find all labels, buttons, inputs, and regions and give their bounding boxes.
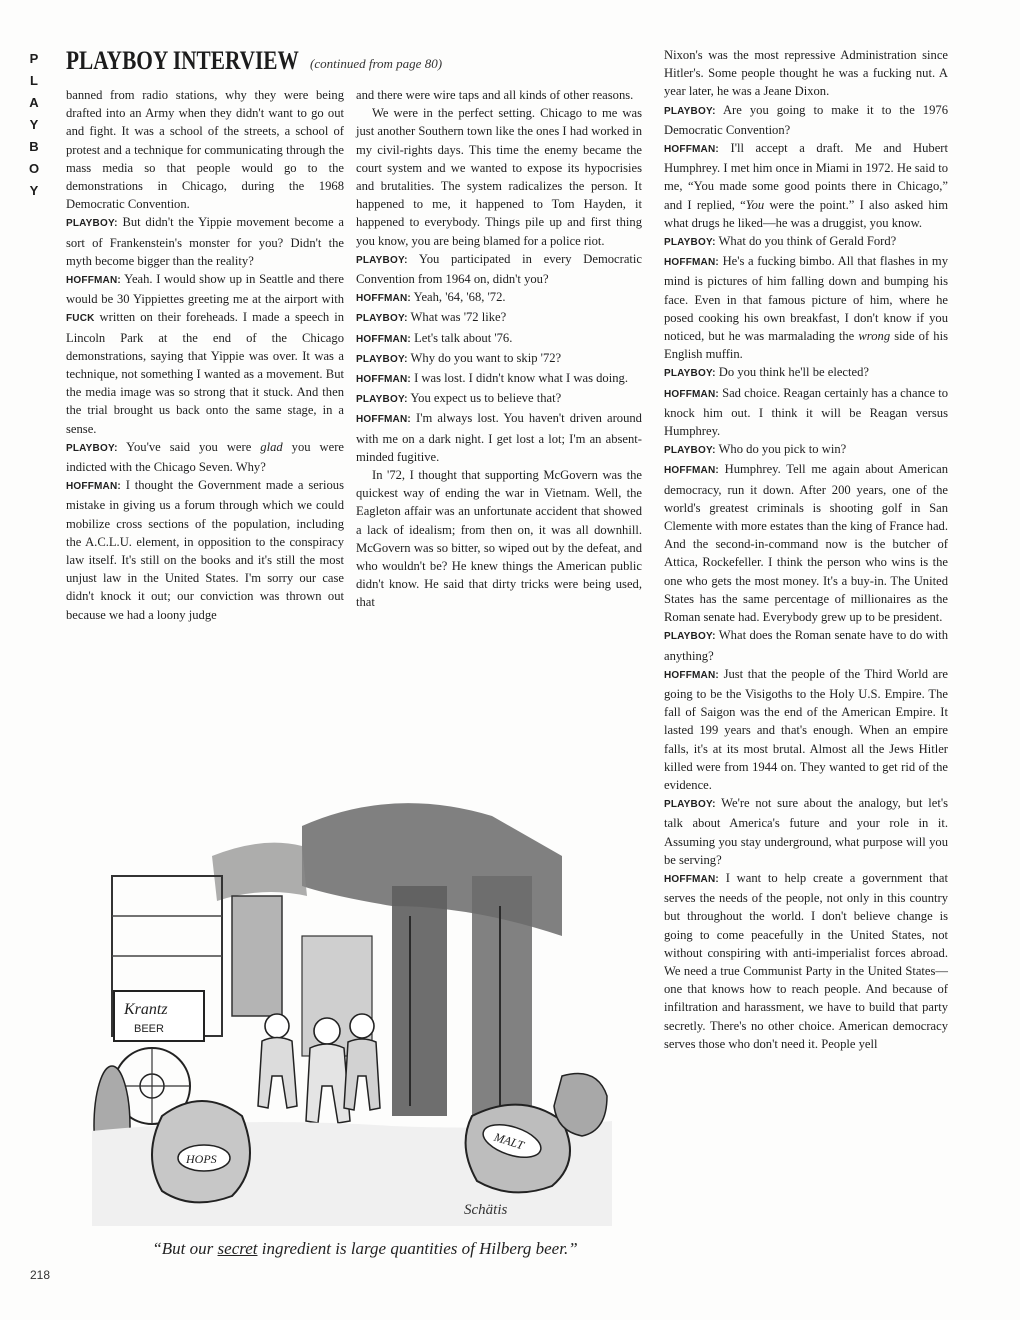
speaker-label: HOFFMAN: <box>664 669 719 681</box>
page-title: PLAYBOY INTERVIEW <box>66 46 299 75</box>
sign-text: Krantz <box>124 1001 168 1018</box>
cartoon-caption: “But our secret ingredient is large quantities of Hilberg beer.” <box>152 1239 578 1258</box>
page-number: 218 <box>30 1268 51 1282</box>
paragraph: PLAYBOY: Who do you pick to win? <box>664 442 847 457</box>
page-header <box>66 46 646 82</box>
speaker-label: PLAYBOY: <box>664 368 716 380</box>
speaker-label: PLAYBOY: <box>664 799 716 811</box>
speaker-label: PLAYBOY: <box>356 353 408 365</box>
paragraph: Nixon's was the most repressive Administration since Hitler's. Some people thought he was a fucking nut. A year later, he was a Jeane Dixon. <box>664 48 948 99</box>
speaker-label: HOFFMAN: <box>664 144 719 156</box>
speaker-label: HOFFMAN: <box>664 257 719 269</box>
paragraph: banned from radio stations, why they were being drafted into an Army when they didn't want to go out and fight. It was a school of the streets, a school of protest and a technique for communicating through the mass media so that people would go to the demonstrations in Chicago, during the 1968 Democratic Convention. <box>66 88 344 212</box>
paragraph: HOFFMAN: Humphrey. Tell me again about American democracy, run it down. After 200 years, one of the world's greatest criminals is shooting golf in San Clemente with more estates than the king of France had. And the second-in-command now is the butcher of Attica, Rockefeller. I think the person who wins is the one who gets the most money. It's a buy-in. The United States has the same percentage of millionaires as the Roman senate had. Everybody grew up to be president. <box>664 462 948 625</box>
speaker-label: HOFFMAN: <box>356 374 411 386</box>
speaker-label: PLAYBOY: <box>664 631 716 643</box>
paragraph: PLAYBOY: You expect us to believe that? <box>356 391 562 406</box>
paragraph: HOFFMAN: Yeah. I would show up in Seattle and there would be 30 Yippiettes greeting me at the airport with FUCK written on their foreheads. I made a speech in Lincoln Park at the end of the Chicago demonstrations, saying that Yippie was over. It was a technique, not something I wanted as a movement. But the media image was so strong that it stuck. And then the trial brought us back onto the same stage, in a sense. <box>66 272 344 436</box>
speaker-label: PLAYBOY: <box>664 105 716 117</box>
speaker-label: HOFFMAN: <box>664 465 719 477</box>
paragraph: PLAYBOY: You've said you were glad you were indicted with the Chicago Seven. Why? <box>66 439 345 475</box>
sign-text: BEER <box>134 1023 164 1035</box>
speaker-label: HOFFMAN: <box>664 388 719 400</box>
speaker-label: PLAYBOY: <box>356 394 408 406</box>
speaker-label: HOFFMAN: <box>66 481 121 493</box>
speaker-label: HOFFMAN: <box>66 275 121 287</box>
paragraph: HOFFMAN: He's a fucking bimbo. All that flashes in my mind is pictures of him falling down and bumping his face. Even in that famous picture of him, where he posed cooking his own breakfast, I don't know if you noticed, but he was marmalading the wrong side of his English muffin. <box>664 254 949 362</box>
paragraph: HOFFMAN: Let's talk about '76. <box>356 330 513 345</box>
speaker-label: PLAYBOY: <box>66 218 118 230</box>
speaker-label: HOFFMAN: <box>356 333 411 345</box>
paragraph: PLAYBOY: Do you think he'll be elected? <box>664 365 869 380</box>
speaker-label: PLAYBOY: <box>664 237 716 249</box>
paragraph: HOFFMAN: I thought the Government made a serious mistake in giving us a forum through which we could mobilize cross sections of the population, including the A.C.L.U. element, in opposition to the conspiracy law itself. It's still on the books and it's still the most unjust law in the United States. I'm sorry our case didn't knock it out; our conviction was thrown out because we had a loony judge <box>66 478 344 622</box>
paragraph: HOFFMAN: Yeah, '64, '68, '72. <box>356 290 506 305</box>
paragraph: PLAYBOY: What was '72 like? <box>356 310 507 325</box>
paragraph: HOFFMAN: I'll accept a draft. Me and Hubert Humphrey. I met him once in Miami in 1972. He said to me, “You made some good points there in Chicago,” and I replied, “You were the point.” I also asked him what drugs he liked—he was a druggist, you know. <box>664 141 949 230</box>
speaker-label: PLAYBOY: <box>356 313 408 325</box>
paragraph: and there were wire taps and all kinds of other reasons. <box>356 88 634 102</box>
paragraph: HOFFMAN: Just that the people of the Third World are going to be the Visigoths to the Holy U.S. Empire. The fall of Saigon was the end of the American Empire. It lasted 199 years and that's enough. When an empire falls, it's at its most brutal. Almost all the Jews Hitler killed were from 1944 on. They wanted to get rid of the evidence. <box>664 666 948 792</box>
continued-note: (continued from page 80) <box>310 56 443 71</box>
paragraph: PLAYBOY: What does the Roman senate have to do with anything? <box>664 628 949 663</box>
speaker-label: PLAYBOY: <box>356 254 408 266</box>
sack-label-hops: HOPS <box>186 1152 217 1166</box>
paragraph: HOFFMAN: Sad choice. Reagan certainly has a chance to knock him out. I think it will be Reagan versus Humphrey. <box>664 385 948 439</box>
speaker-label: HOFFMAN: <box>664 873 719 885</box>
paragraph: PLAYBOY: You participated in every Democratic Convention from 1964 on, didn't you? <box>356 251 642 287</box>
artist-signature: Schätis <box>464 1202 508 1218</box>
text-column-2 <box>356 86 642 612</box>
paragraph: PLAYBOY: We're not sure about the analogy, but let's talk about America's future and your role in it. Assuming you stay underground, what purpose will you be serving? <box>664 796 949 867</box>
text-column-1 <box>66 86 344 624</box>
paragraph: PLAYBOY: Why do you want to skip '72? <box>356 350 562 365</box>
paragraph: In '72, I thought that supporting McGovern was the quickest way of ending the war in Vietnam. Well, the Eagleton affair was an unfortunate accident that showed a lack of idealism; from then on, it was all downhill. McGovern was so bitter, so wiped out by the defeat, and who wouldn't be? He knew things the American public didn't know. He said that dirty tricks were being used, that <box>356 468 642 610</box>
sack-label-malt: MALT <box>492 1129 526 1153</box>
speaker-label: HOFFMAN: <box>356 414 411 426</box>
figure-left <box>258 1014 297 1108</box>
paragraph: PLAYBOY: But didn't the Yippie movement become a sort of Frankenstein's monster for you? Didn't the myth become bigger than the reality? <box>66 215 345 268</box>
speaker-label: PLAYBOY: <box>664 445 716 457</box>
paragraph: PLAYBOY: Are you going to make it to the 1976 Democratic Convention? <box>664 102 948 137</box>
speaker-label: HOFFMAN: <box>356 293 411 305</box>
text-column-3 <box>664 46 948 1053</box>
paragraph: We were in the perfect setting. Chicago to me was just another Southern town like the ones I had worked in my civil-rights days. This time the enemy became the court system and we wanted to expose its hypocrisies and brutalities. The system radicalizes the person. It happened to me, it happened to Tom Hayden, it happened to everybody. Things pile up and first thing you know, you are being blamed for a police riot. <box>356 106 642 248</box>
cartoon-illustration <box>92 786 612 1226</box>
paragraph: HOFFMAN: I was lost. I didn't know what I was doing. <box>356 371 628 386</box>
vertical-magazine-name: P L A Y B O Y <box>28 51 40 198</box>
paragraph: HOFFMAN: I'm always lost. You haven't driven around with me on a dark night. I get lost a lot; I'm an absent-minded fugitive. <box>356 411 642 464</box>
speaker-label: PLAYBOY: <box>66 442 118 454</box>
paragraph: PLAYBOY: What do you think of Gerald Ford? <box>664 234 897 249</box>
paragraph: HOFFMAN: I want to help create a government that serves the needs of the people, not only in this country but throughout the world. I don't believe change is going to come peacefully in the United States, not without conspiring with anti-imperialist forces abroad. We need a true Communist Party in the United States—one that knows how to reach people. And because of infiltration and harassment, we have to build that party secretly. There's no other choice. American democracy serves those who don't need it. People yell <box>664 870 948 1051</box>
